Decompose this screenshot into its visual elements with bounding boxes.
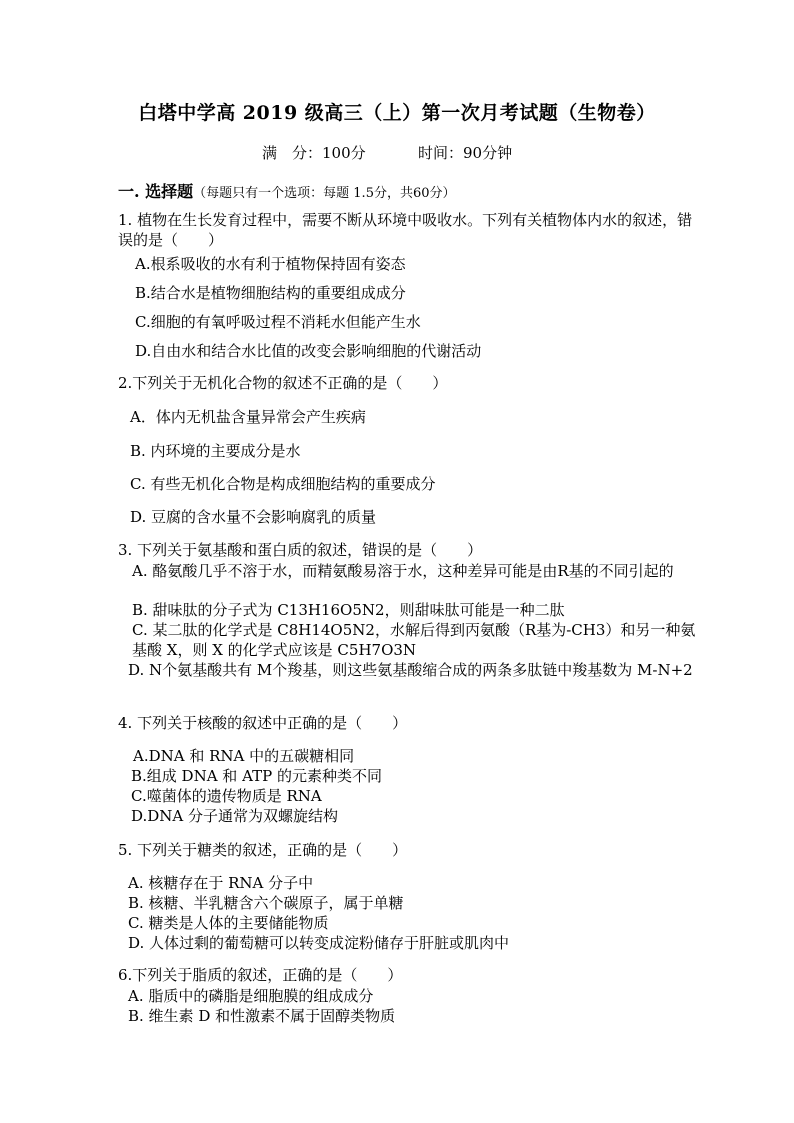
q3-option-d: D. N个氨基酸共有 M个羧基，则这些氨基酸缩合成的两条多肽链中羧基数为 M-N+2: [128, 661, 693, 679]
question-5-stem: 5. 下列关于糖类的叙述，正确的是（ ）: [118, 841, 408, 859]
q6-option-b: B. 维生素 D 和性激素不属于固醇类物质: [128, 1007, 396, 1025]
question-4-stem: 4. 下列关于核酸的叙述中正确的是（ ）: [118, 714, 408, 732]
q4-option-d: D.DNA 分子通常为双螺旋结构: [131, 807, 339, 825]
q1-option-c: C.细胞的有氧呼吸过程不消耗水但能产生水: [135, 313, 421, 331]
q4-option-b: B.组成 DNA 和 ATP 的元素种类不同: [131, 767, 382, 785]
q5-option-d: D. 人体过剩的葡萄糖可以转变成淀粉储存于肝脏或肌肉中: [128, 934, 510, 952]
exam-time: 时间：90分钟: [418, 144, 513, 162]
full-marks: 满 分：100分: [262, 144, 366, 162]
q3-option-b: B. 甜味肽的分子式为 C13H16O5N2，则甜味肽可能是一种二肽: [132, 601, 565, 619]
q4-option-a: A.DNA 和 RNA 中的五碳糖相同: [133, 747, 355, 765]
question-3-stem: 3. 下列关于氨基酸和蛋白质的叙述，错误的是（ ）: [118, 541, 483, 559]
q3-option-a: A. 酪氨酸几乎不溶于水，而精氨酸易溶于水，这种差异可能是由R基的不同引起的: [132, 562, 674, 580]
q5-option-b: B. 核糖、半乳糖含六个碳原子，属于单糖: [128, 894, 404, 912]
question-2-stem: 2.下列关于无机化合物的叙述不正确的是（ ）: [118, 374, 448, 392]
q5-option-a: A. 核糖存在于 RNA 分子中: [128, 874, 314, 892]
question-1-stem: 1. 植物在生长发育过程中，需要不断从环境中吸收水。下列有关植物体内水的叙述，错误的是（ ）: [118, 211, 693, 249]
exam-title: 白塔中学高 2019 级高三（上）第一次月考试题（生物卷）: [138, 102, 656, 124]
q6-option-a: A. 脂质中的磷脂是细胞膜的组成成分: [128, 987, 374, 1005]
q1-option-a: A.根系吸收的水有利于植物保持固有姿态: [135, 255, 406, 273]
q5-option-c: C. 糖类是人体的主要储能物质: [128, 914, 329, 932]
q2-option-c: C. 有些无机化合物是构成细胞结构的重要成分: [130, 475, 436, 493]
q2-option-a: A．体内无机盐含量异常会产生疾病: [130, 408, 366, 426]
q1-option-b: B.结合水是植物细胞结构的重要组成成分: [135, 284, 406, 302]
section-heading: [118, 179, 456, 202]
question-6-stem: 6.下列关于脂质的叙述，正确的是（ ）: [118, 966, 403, 984]
section-note: （每题只有一个选项：每题 1.5分，共60分）: [193, 186, 456, 201]
q1-option-d: D.自由水和结合水比值的改变会影响细胞的代谢活动: [135, 342, 482, 360]
q2-option-b: B. 内环境的主要成分是水: [130, 442, 301, 460]
section-title: 一. 选择题: [118, 182, 194, 201]
q4-option-c: C.噬菌体的遗传物质是 RNA: [131, 787, 322, 805]
q2-option-d: D. 豆腐的含水量不会影响腐乳的质量: [130, 508, 377, 526]
q3-option-c: C. 某二肽的化学式是 C8H14O5N2，水解后得到丙氨酸（R基为-CH3）和另一种氨基酸 X，则 X 的化学式应该是 C5H7O3N: [132, 621, 696, 659]
